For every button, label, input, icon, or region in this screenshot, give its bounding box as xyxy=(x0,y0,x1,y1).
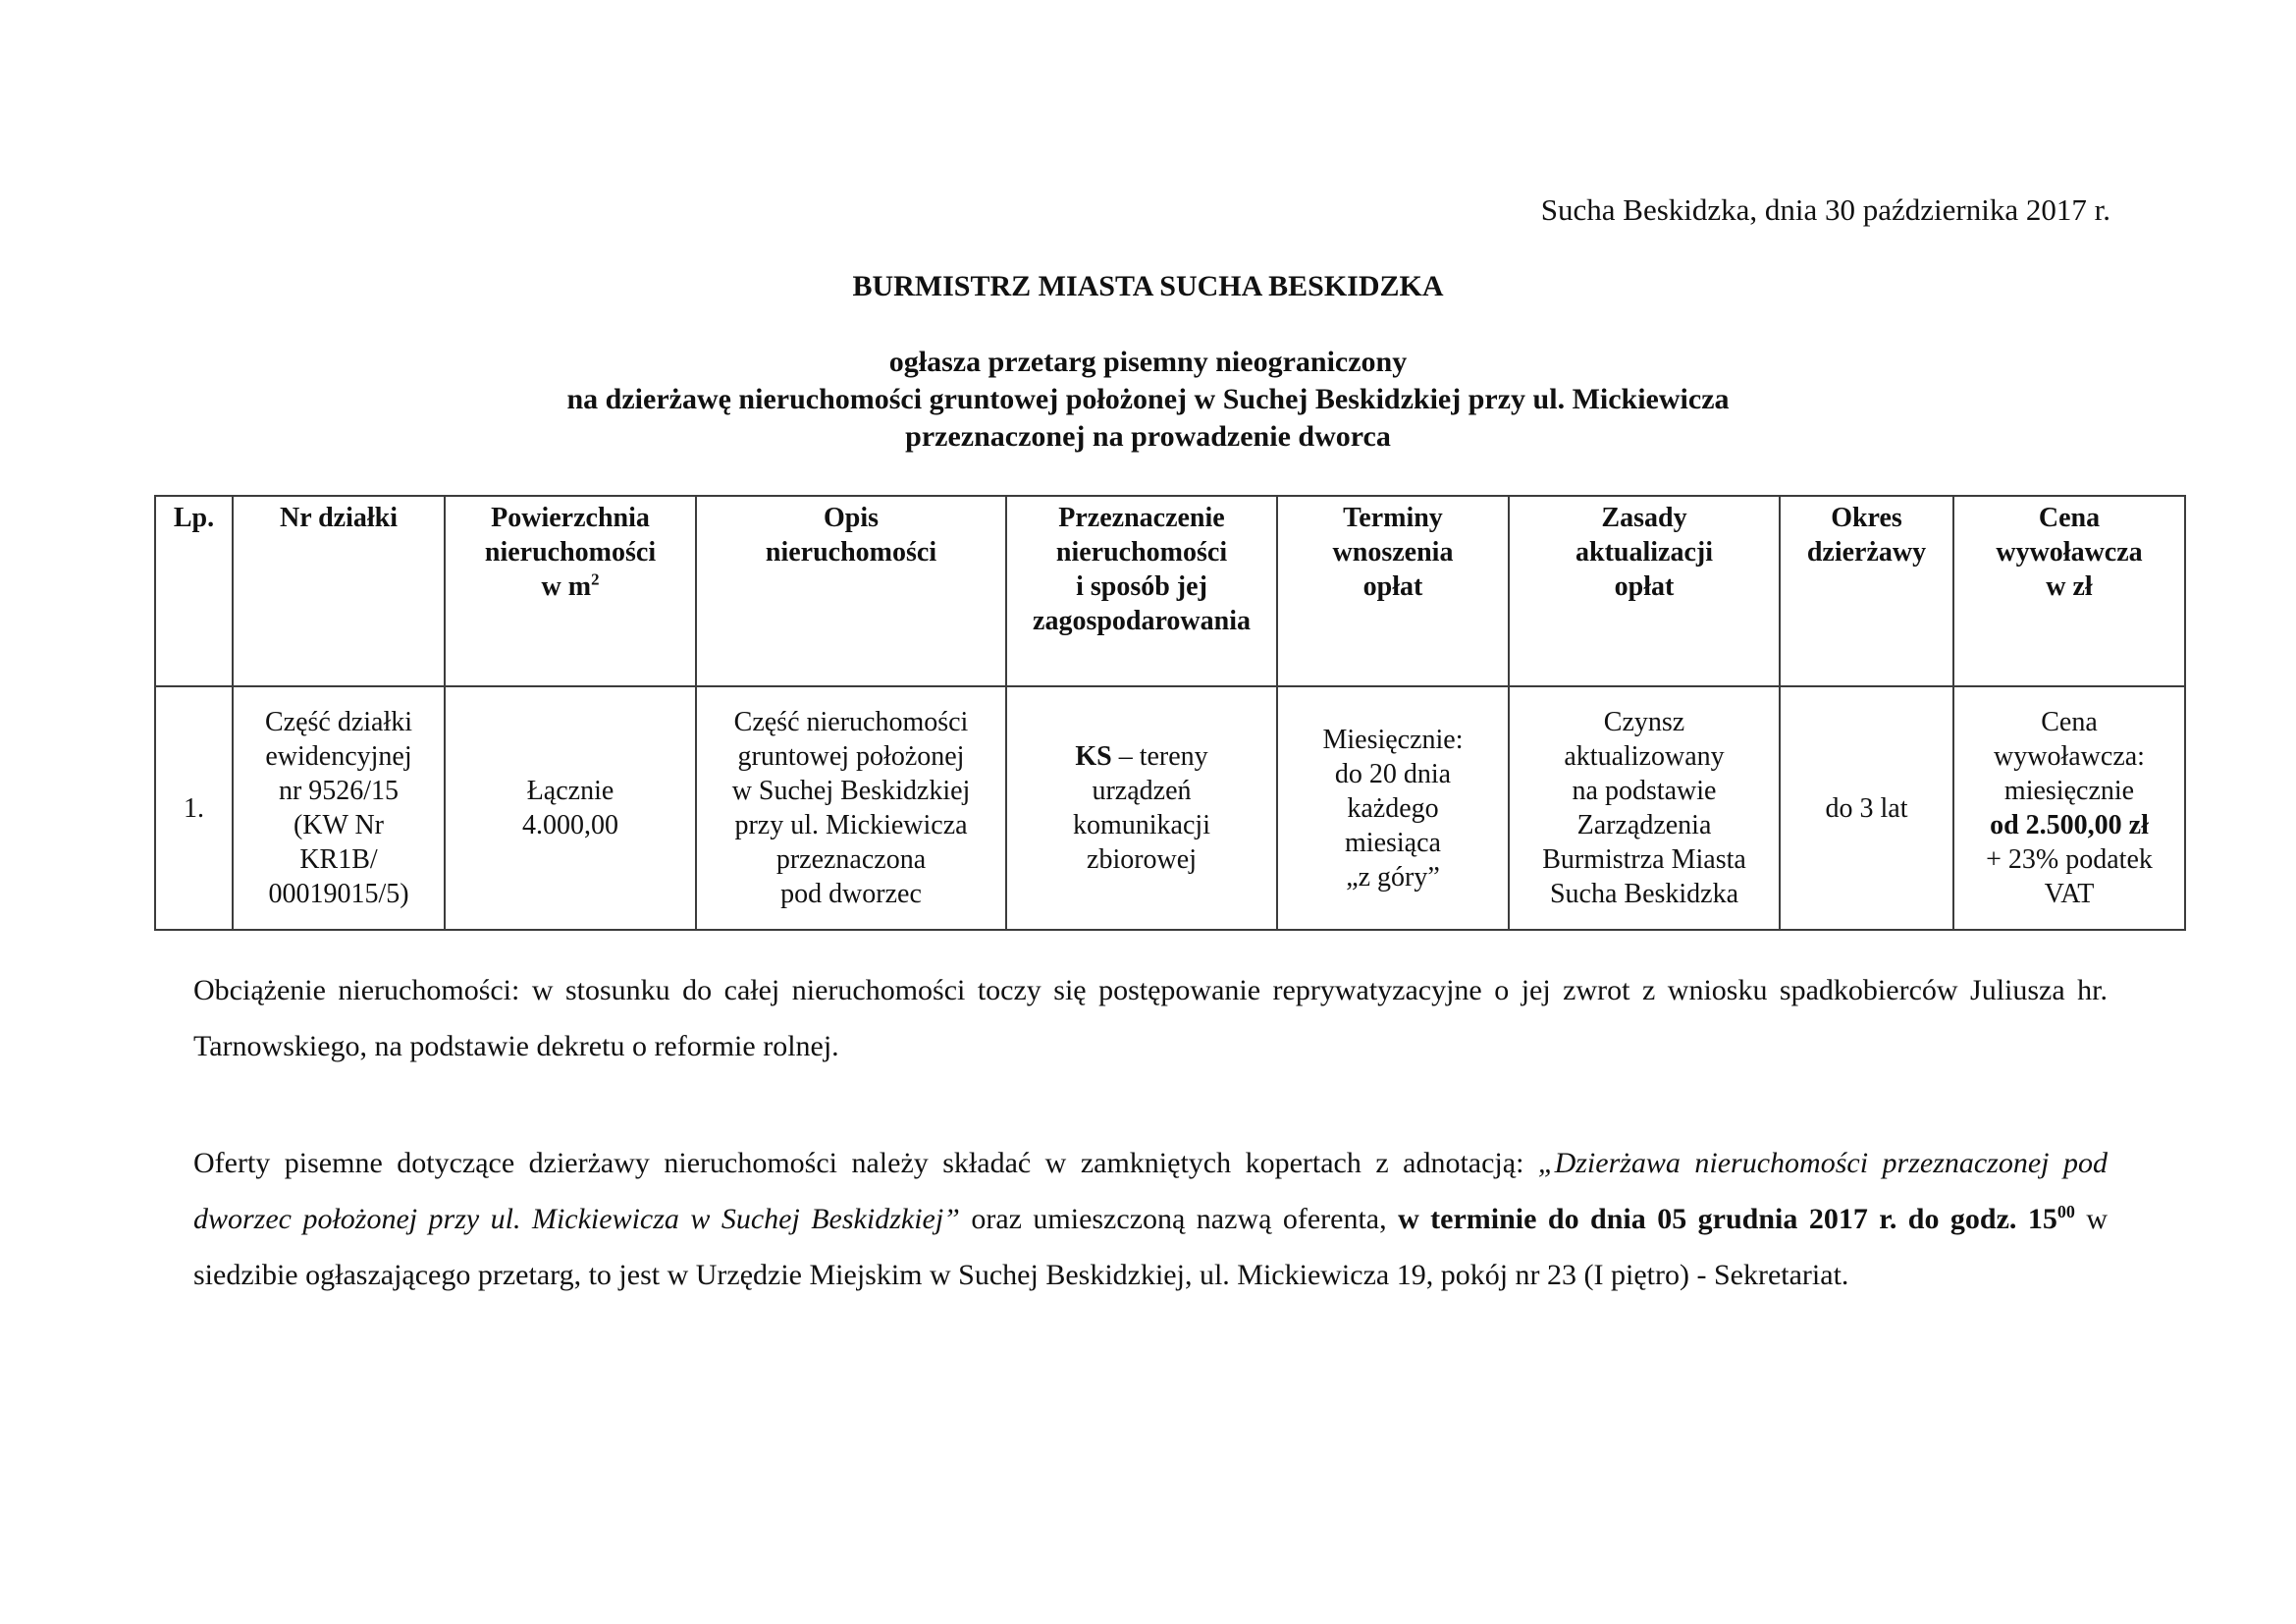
header-zasady: Zasady aktualizacji opłat xyxy=(1509,496,1780,686)
header-terminy: Terminy wnoszenia opłat xyxy=(1277,496,1509,686)
document-date: Sucha Beskidzka, dnia 30 października 2017 r. xyxy=(1540,192,2110,227)
annotation-text: „Dzierżawa nieruchomości przeznaczonej pod dworzec położonej przy ul. Mickiewicza w Suchej Beskidzkiej” xyxy=(193,1147,2108,1235)
cell-lp: 1. xyxy=(155,686,233,930)
subtitle-line: ogłasza przetarg pisemny nieograniczony xyxy=(888,346,1408,378)
cell-okres: do 3 lat xyxy=(1780,686,1953,930)
table-row xyxy=(155,686,2185,930)
encumbrance-paragraph: Obciążenie nieruchomości: w stosunku do całej nieruchomości toczy się postępowanie reprywatyzacyjne o jej zwrot z wniosku spadkobierców Juliusza hr. Tarnowskiego, na podstawie dekretu o reformie rolnej. xyxy=(193,974,2108,1062)
cell-zasady: Czynsz aktualizowany na podstawie Zarządzenia Burmistrza Miasta Sucha Beskidzka xyxy=(1509,686,1780,930)
offers-paragraph: Oferty pisemne dotyczące dzierżawy nieruchomości należy składać w zamkniętych kopertach z adnotacją: „Dzierżawa nieruchomości przeznaczonej pod dworzec położonej przy ul. Mickiewicza w Suchej Beskidzkiej” oraz umieszczoną nazwą oferenta, w terminie do dnia 05 grudnia 2017 r. do godz. $15^{00}$ w siedzibie ogłaszającego przetarg, to jest w Urzędzie Miejskim w Suchej Beskidzkiej, ul. Mickiewicza 19, pokój nr 23 (I piętro) - Sekretariat. xyxy=(193,1147,2108,1291)
cell-przeznaczenie: KS – tereny urządzeń komunikacji zbiorowej xyxy=(1006,686,1277,930)
header-przeznaczenie: Przeznaczenie nieruchomości i sposób jej zagospodarowania xyxy=(1006,496,1277,686)
cell-powierzchnia: Łącznie 4.000,00 xyxy=(445,686,696,930)
subtitle-line: przeznaczonej na prowadzenie dworca xyxy=(905,420,1391,453)
header-opis: Opis nieruchomości xyxy=(696,496,1006,686)
header-cena: Cena wywoławcza w zł xyxy=(1953,496,2185,686)
tender-table xyxy=(154,495,2186,931)
table-header-row xyxy=(155,496,2185,686)
cell-opis: Część nieruchomości gruntowej położonej w Suchej Beskidzkiej przy ul. Mickiewicza przeznaczona pod dworzec xyxy=(696,686,1006,930)
header-nr-dzialki: Nr działki xyxy=(233,496,445,686)
cell-terminy: Miesięcznie: do 20 dnia każdego miesiąca „z góry” xyxy=(1277,686,1509,930)
subtitle-line: na dzierżawę nieruchomości gruntowej położonej w Suchej Beskidzkiej przy ul. Mickiewicza xyxy=(566,383,1730,415)
document-subtitle xyxy=(0,344,2296,456)
cell-cena: Cena wywoławcza: miesięcznie od 2.500,00 zł + 23% podatek VAT xyxy=(1953,686,2185,930)
document-title: BURMISTRZ MIASTA SUCHA BESKIDZKA xyxy=(852,270,1444,302)
header-lp: Lp. xyxy=(155,496,233,686)
deadline-text: w terminie do dnia 05 grudnia 2017 r. do godz. $15^{00}$ xyxy=(1398,1202,2075,1235)
header-powierzchnia: Powierzchnia nieruchomości w $m^2$ xyxy=(445,496,696,686)
header-okres: Okres dzierżawy xyxy=(1780,496,1953,686)
cell-nr-dzialki: Część działki ewidencyjnej nr 9526/15 (KW Nr KR1B/ 00019015/5) xyxy=(233,686,445,930)
